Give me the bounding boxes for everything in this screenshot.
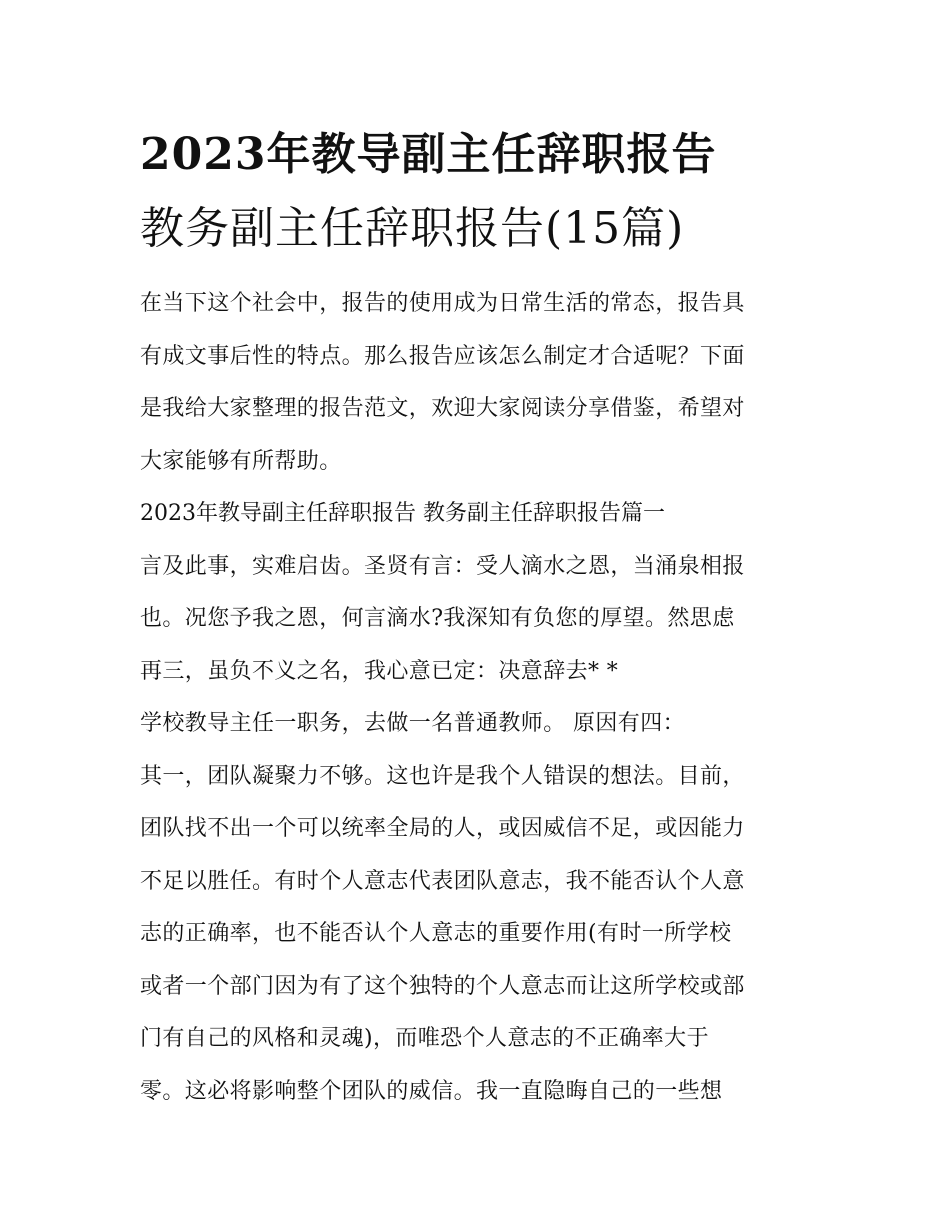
intro-paragraph-line: 大家能够有所帮助。 (140, 448, 342, 474)
intro-paragraph-line: 在当下这个社会中，报告的使用成为日常生活的常态，报告具 (140, 291, 745, 316)
body-text-line: 志的正确率，也不能否认个人意志的重要作用(有时一所学校 (140, 921, 732, 946)
body-text-line: 零。这必将影响整个团队的威信。我一直隐晦自己的一些想 (140, 1078, 723, 1104)
body-text-line: 团队找不出一个可以统率全局的人，或因威信不足，或因能力 (140, 816, 745, 841)
title-line-2: 教务副主任辞职报告(15篇) (140, 203, 685, 254)
body-text-line: 学校教导主任一职务，去做一名普通教师。 原因有四： (140, 711, 685, 736)
document-title (140, 118, 830, 266)
body-text-line: 也。况您予我之恩，何言滴水?我深知有负您的厚望。然思虑 (140, 606, 735, 631)
body-text-line: 言及此事，实难启齿。圣贤有言：受人滴水之恩，当涌泉相报 (140, 553, 745, 579)
title-line-1: 2023年教导副主任辞职报告 (140, 129, 717, 180)
body-text-line: 或者一个部门因为有了这个独特的个人意志而让这所学校或部 (140, 973, 745, 999)
intro-paragraph-line: 是我给大家整理的报告范文，欢迎大家阅读分享借鉴，希望对 (140, 396, 745, 421)
body-text-line: 门有自己的风格和灵魂)，而唯恐个人意志的不正确率大于 (140, 1026, 709, 1051)
intro-paragraph-line: 有成文事后性的特点。那么报告应该怎么制定才合适呢？下面 (140, 343, 745, 369)
section-heading: 2023年教导副主任辞职报告 教务副主任辞职报告篇一 (140, 501, 665, 526)
body-text-line: 再三，虽负不义之名，我心意已定：决意辞去* * (140, 658, 619, 684)
body-text-line: 不足以胜任。有时个人意志代表团队意志，我不能否认个人意 (140, 868, 745, 894)
body-text-line: 其一，团队凝聚力不够。这也许是我个人错误的想法。目前， (140, 763, 745, 789)
document-body (140, 278, 830, 1118)
